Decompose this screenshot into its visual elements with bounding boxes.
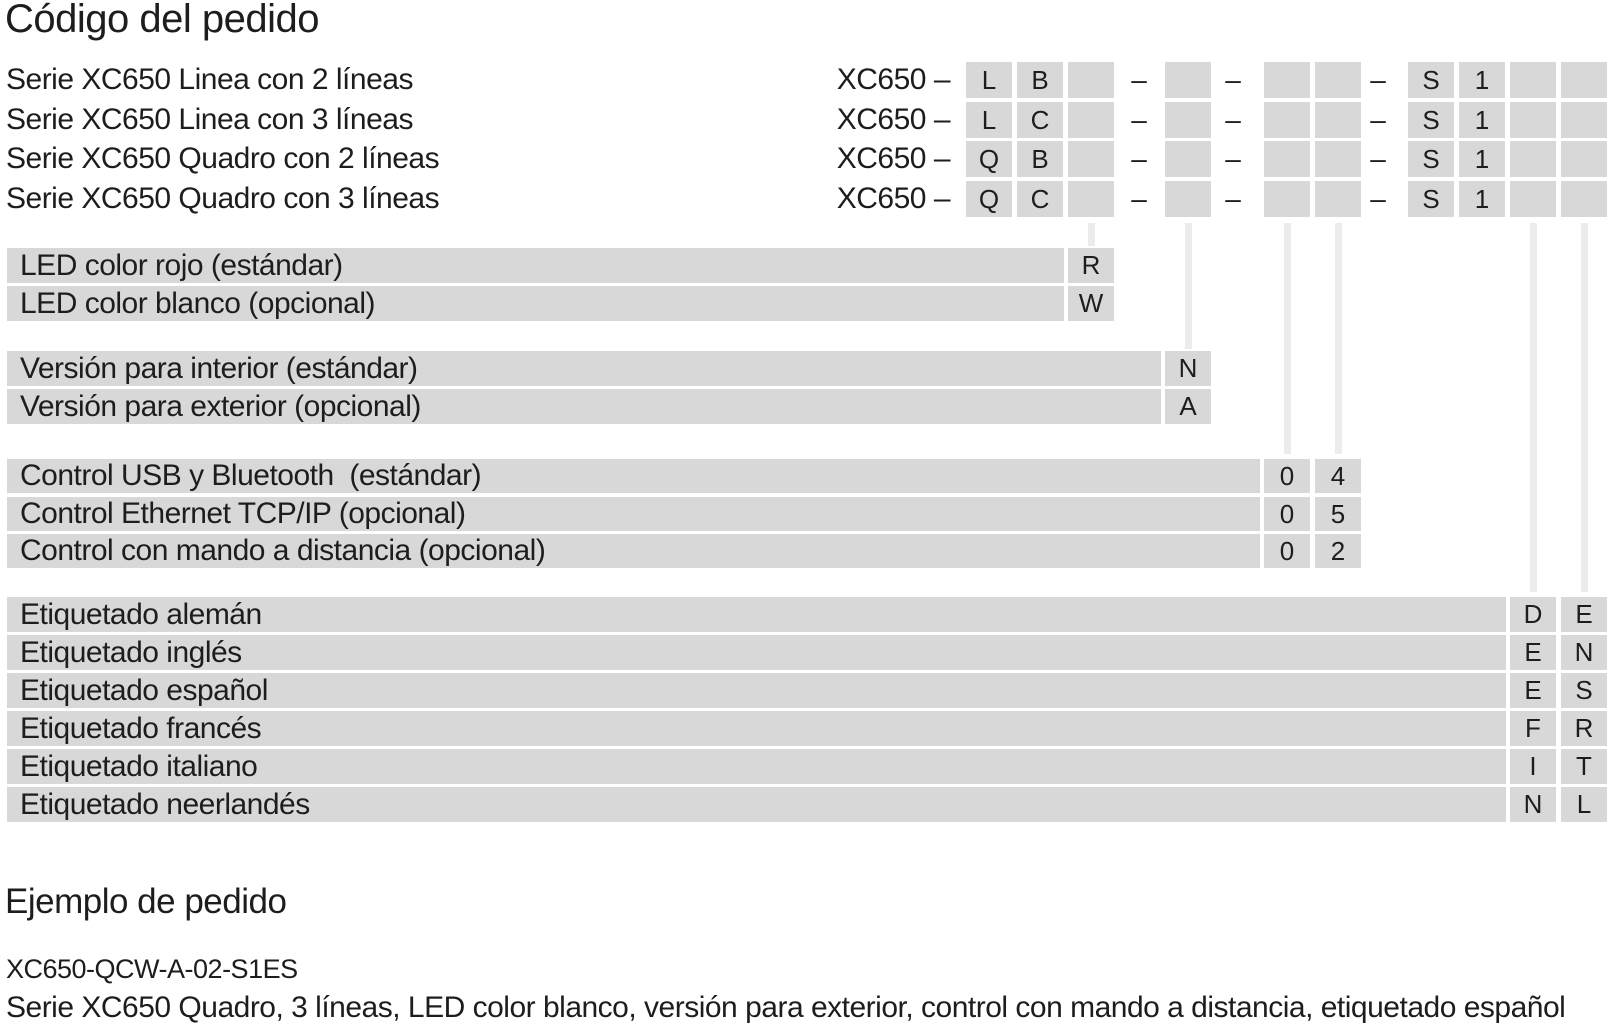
connector-line bbox=[1581, 223, 1588, 592]
code-box-empty bbox=[1165, 62, 1211, 98]
option-bar-led-color: LED color rojo (estándar) bbox=[7, 248, 1064, 283]
option-code-box: N bbox=[1561, 635, 1607, 670]
code-box-empty bbox=[1510, 102, 1556, 138]
code-box-empty bbox=[1561, 102, 1607, 138]
series-code-prefix: XC650 – bbox=[836, 102, 950, 136]
option-code-box: 2 bbox=[1315, 534, 1361, 568]
code-box-empty bbox=[1561, 181, 1607, 217]
option-code-box: L bbox=[1561, 787, 1607, 822]
connector-line bbox=[1088, 223, 1095, 246]
option-bar-etiquetado: Etiquetado inglés bbox=[7, 635, 1506, 670]
option-code-box: T bbox=[1561, 749, 1607, 784]
series-label: Serie XC650 Quadro con 2 líneas bbox=[6, 142, 440, 175]
option-code-box: E bbox=[1561, 597, 1607, 632]
code-box-empty bbox=[1315, 181, 1361, 217]
code-box: S bbox=[1408, 102, 1454, 138]
series-label: Serie XC650 Quadro con 3 líneas bbox=[6, 181, 440, 215]
code-box: S bbox=[1408, 181, 1454, 217]
option-bar-led-color: LED color blanco (opcional) bbox=[7, 286, 1064, 321]
code-box-empty bbox=[1510, 181, 1556, 217]
code-box-empty bbox=[1315, 102, 1361, 138]
option-code-box: N bbox=[1510, 787, 1556, 822]
page-title: Código del pedido bbox=[5, 0, 319, 41]
code-box-empty bbox=[1264, 102, 1310, 138]
code-box: 1 bbox=[1459, 181, 1505, 217]
code-box-empty bbox=[1561, 62, 1607, 98]
option-code-box: D bbox=[1510, 597, 1556, 632]
code-box: S bbox=[1408, 141, 1454, 177]
option-bar-etiquetado: Etiquetado neerlandés bbox=[7, 787, 1506, 822]
code-box: Q bbox=[966, 181, 1012, 217]
dash-separator: – bbox=[1131, 182, 1147, 214]
series-code-prefix: XC650 – bbox=[836, 142, 950, 175]
code-box-empty bbox=[1165, 141, 1211, 177]
code-box: S bbox=[1408, 62, 1454, 98]
example-code: XC650-QCW-A-02-S1ES bbox=[6, 954, 298, 984]
option-bar-version: Versión para exterior (opcional) bbox=[7, 389, 1161, 424]
option-code-box: R bbox=[1068, 248, 1114, 283]
option-bar-control: Control con mando a distancia (opcional) bbox=[7, 534, 1260, 568]
example-heading: Ejemplo de pedido bbox=[5, 882, 287, 921]
option-bar-etiquetado: Etiquetado italiano bbox=[7, 749, 1506, 784]
series-label: Serie XC650 Linea con 2 líneas bbox=[6, 63, 413, 96]
option-bar-control: Control Ethernet TCP/IP (opcional) bbox=[7, 497, 1260, 531]
dash-separator: – bbox=[1131, 103, 1147, 135]
code-box: B bbox=[1017, 141, 1063, 177]
option-bar-control: Control USB y Bluetooth (estándar) bbox=[7, 459, 1260, 493]
dash-separator: – bbox=[1370, 143, 1386, 174]
code-box: B bbox=[1017, 62, 1063, 98]
code-box-empty bbox=[1510, 62, 1556, 98]
code-box: C bbox=[1017, 102, 1063, 138]
code-box-empty bbox=[1165, 102, 1211, 138]
code-box-empty bbox=[1561, 141, 1607, 177]
connector-line bbox=[1185, 223, 1192, 349]
option-code-box: W bbox=[1068, 286, 1114, 321]
option-bar-etiquetado: Etiquetado alemán bbox=[7, 597, 1506, 632]
code-box-empty bbox=[1315, 62, 1361, 98]
dash-separator: – bbox=[1370, 64, 1386, 95]
code-box-empty bbox=[1315, 141, 1361, 177]
dash-separator: – bbox=[1225, 64, 1241, 95]
option-code-box: 4 bbox=[1315, 459, 1361, 493]
series-code-prefix: XC650 – bbox=[836, 63, 950, 96]
code-box-empty bbox=[1068, 102, 1114, 138]
dash-separator: – bbox=[1131, 143, 1147, 174]
option-code-box: 5 bbox=[1315, 497, 1361, 531]
code-box-empty bbox=[1068, 141, 1114, 177]
dash-separator: – bbox=[1225, 182, 1241, 214]
option-code-box: F bbox=[1510, 711, 1556, 746]
dash-separator: – bbox=[1131, 64, 1147, 95]
connector-line bbox=[1335, 223, 1342, 454]
option-code-box: R bbox=[1561, 711, 1607, 746]
series-code-prefix: XC650 – bbox=[836, 181, 950, 215]
option-code-box: 0 bbox=[1264, 459, 1310, 493]
dash-separator: – bbox=[1225, 103, 1241, 135]
option-code-box: E bbox=[1510, 673, 1556, 708]
option-code-box: 0 bbox=[1264, 534, 1310, 568]
option-code-box: S bbox=[1561, 673, 1607, 708]
code-box-empty bbox=[1510, 141, 1556, 177]
option-code-box: A bbox=[1165, 389, 1211, 424]
option-code-box: N bbox=[1165, 351, 1211, 386]
option-bar-etiquetado: Etiquetado español bbox=[7, 673, 1506, 708]
option-code-box: I bbox=[1510, 749, 1556, 784]
connector-line bbox=[1284, 223, 1291, 454]
connector-line bbox=[1530, 223, 1537, 592]
option-code-box: E bbox=[1510, 635, 1556, 670]
code-box: L bbox=[966, 62, 1012, 98]
dash-separator: – bbox=[1370, 103, 1386, 135]
dash-separator: – bbox=[1370, 182, 1386, 214]
code-box: Q bbox=[966, 141, 1012, 177]
code-box-empty bbox=[1264, 141, 1310, 177]
code-box-empty bbox=[1068, 181, 1114, 217]
series-label: Serie XC650 Linea con 3 líneas bbox=[6, 102, 413, 136]
code-box-empty bbox=[1165, 181, 1211, 217]
option-bar-version: Versión para interior (estándar) bbox=[7, 351, 1161, 386]
option-bar-etiquetado: Etiquetado francés bbox=[7, 711, 1506, 746]
code-box: 1 bbox=[1459, 62, 1505, 98]
dash-separator: – bbox=[1225, 143, 1241, 174]
code-box: L bbox=[966, 102, 1012, 138]
code-box: 1 bbox=[1459, 141, 1505, 177]
code-box-empty bbox=[1264, 181, 1310, 217]
code-box-empty bbox=[1068, 62, 1114, 98]
example-description: Serie XC650 Quadro, 3 líneas, LED color blanco, versión para exterior, control con mando a distancia, etiquetado español bbox=[6, 991, 1566, 1024]
option-code-box: 0 bbox=[1264, 497, 1310, 531]
code-box: C bbox=[1017, 181, 1063, 217]
code-box: 1 bbox=[1459, 102, 1505, 138]
code-box-empty bbox=[1264, 62, 1310, 98]
